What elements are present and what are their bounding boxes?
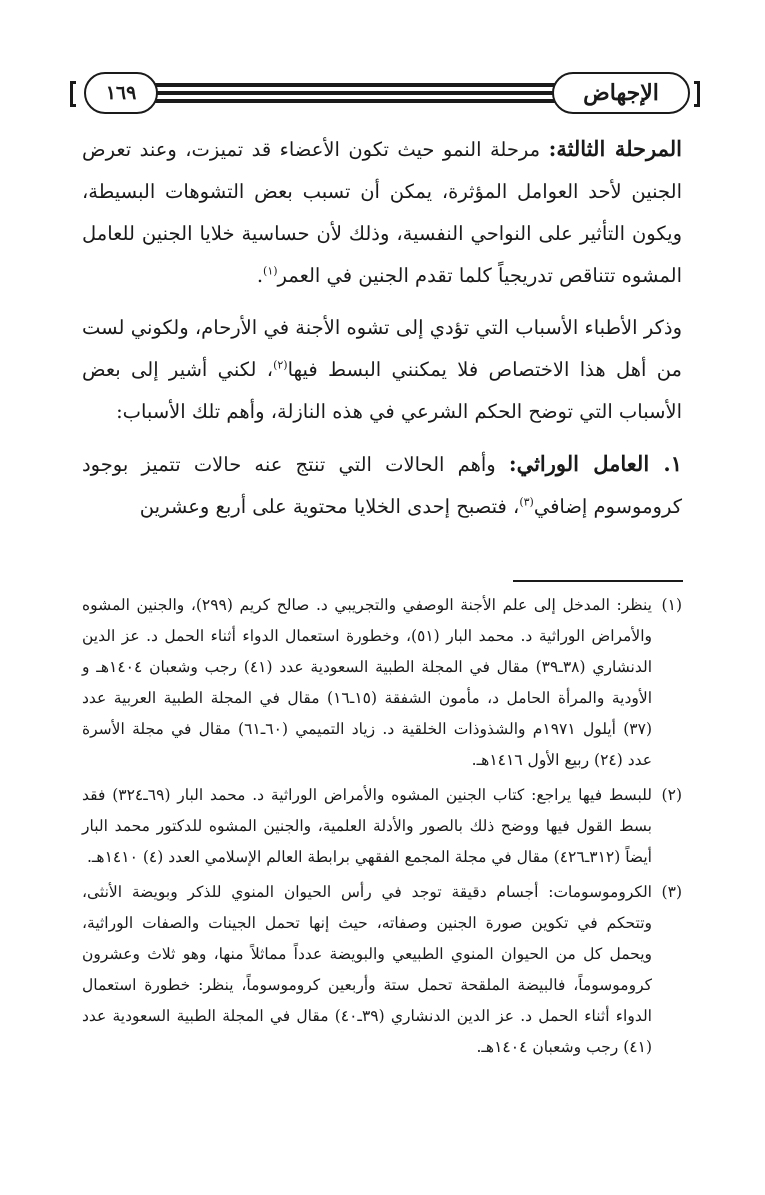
footnotes — [82, 590, 682, 1067]
paragraph-genetic-factor — [82, 443, 682, 528]
paragraph-text: مرحلة النمو حيث تكون الأعضاء قد تميزت، وعند تعرض الجنين لأحد العوامل المؤثرة، يمكن أن تسبب بعض التشوهات البسيطة، ويكون التأثير على النواحي النفسية، وذلك لأن حساسية خلايا الجنين للعامل المشوه تتناقص تدريجياً كلما تقدم الجنين في العمر — [82, 138, 682, 287]
footnote-number: (٣) — [661, 883, 682, 901]
page-number: ١٦٩ — [84, 72, 158, 114]
paragraph-causes — [82, 307, 682, 433]
running-header — [70, 72, 700, 118]
footnote-number: (٢) — [661, 786, 682, 804]
genetic-factor-heading: ١. العامل الوراثي: — [508, 451, 682, 476]
footnote-text: للبسط فيها يراجع: كتاب الجنين المشوه والأمراض الوراثية د. محمد البار (٦٩ـ٣٢٤) فقد بسط القول فيها ووضح ذلك بالصور والأدلة العلمية، والجنين المشوه للدكتور محمد البار أيضاً (٣١٢ـ٤٢٦) مقال في مجلة المجمع الفقهي برابطة العالم الإسلامي العدد (٤) ١٤١٠هـ. — [82, 786, 652, 866]
header-rule — [130, 99, 570, 103]
header-left-cap — [70, 81, 76, 107]
footnote-ref-1: (١) — [263, 264, 278, 278]
footnote-1 — [82, 590, 682, 776]
paragraph-text: ، لكني أشير إلى بعض الأسباب التي توضح الحكم الشرعي في هذه النازلة، وأهم تلك الأسباب: — [82, 358, 682, 423]
header-rule — [130, 83, 570, 87]
footnote-ref-2: (٢) — [273, 358, 288, 372]
footnote-text: الكروموسومات: أجسام دقيقة توجد في رأس الحيوان المنوي للذكر وبويضة الأنثى، وتتحكم في تكوين صورة الجنين وصفاته، حيث إنها تحمل الجينات والصفات الوراثية، ويحمل كل من الحيوان المنوي الطبيعي والبويضة عدداً مماثلاً منها، وهو ثلاث وعشرون كروموسوماً، فالبيضة الملقحة تحمل ستة وأربعين كروموسوماً، ينظر: خطورة استعمال الدواء أثناء الحمل د. عز الدين الدنشاري (٣٩ـ٤٠) مقال في المجلة الطبية السعودية عدد (٤١) رجب وشعبان ١٤٠٤هـ. — [82, 883, 652, 1056]
stage-three-heading: المرحلة الثالثة: — [548, 136, 682, 161]
header-right-cap — [694, 81, 700, 107]
paragraph-text: وذكر الأطباء الأسباب التي تؤدي إلى تشوه الأجنة في الأرحام، ولكوني لست من أهل هذا الاختصاص فلا يمكنني البسط فيها — [82, 316, 683, 381]
paragraph-end: . — [256, 264, 264, 287]
paragraph-text: وأهم الحالات التي تنتج عنه حالات تتميز بوجود كروموسوم إضافي — [82, 453, 682, 518]
footnote-2 — [82, 780, 682, 873]
footnote-text: ينظر: المدخل إلى علم الأجنة الوصفي والتجريبي د. صالح كريم (٢٩٩)، والجنين المشوه والأمراض الوراثية د. محمد البار (٥١)، وخطورة استعمال الدواء أثناء الحمل د. عز الدين الدنشاري (٣٨ـ٣٩) مقال في المجلة الطبية السعودية عدد (٤١) رجب وشعبان ١٤٠٤هـ و الأودية والمرأة الحامل د، مأمون الشفقة (١٥ـ١٦) مقال في المجلة الطبية العربية عدد (٣٧) أيلول ١٩٧١م والشذوذات الخلقية د. زياد التميمي (٦٠ـ٦١) مقال في مجلة الأسرة عدد (٢٤) ربيع الأول ١٤١٦هـ. — [82, 596, 652, 769]
paragraph-text: ، فتصبح إحدى الخلايا محتوية على أربع وعشرين — [139, 495, 520, 518]
paragraph-stage-three — [82, 128, 682, 297]
footnote-3 — [82, 877, 682, 1063]
footnote-separator — [513, 580, 683, 582]
footnote-ref-3: (٣) — [519, 495, 534, 509]
chapter-title: الإجهاض — [552, 72, 690, 114]
footnote-number: (١) — [661, 596, 682, 614]
main-text — [82, 128, 682, 538]
header-rule — [130, 91, 570, 95]
